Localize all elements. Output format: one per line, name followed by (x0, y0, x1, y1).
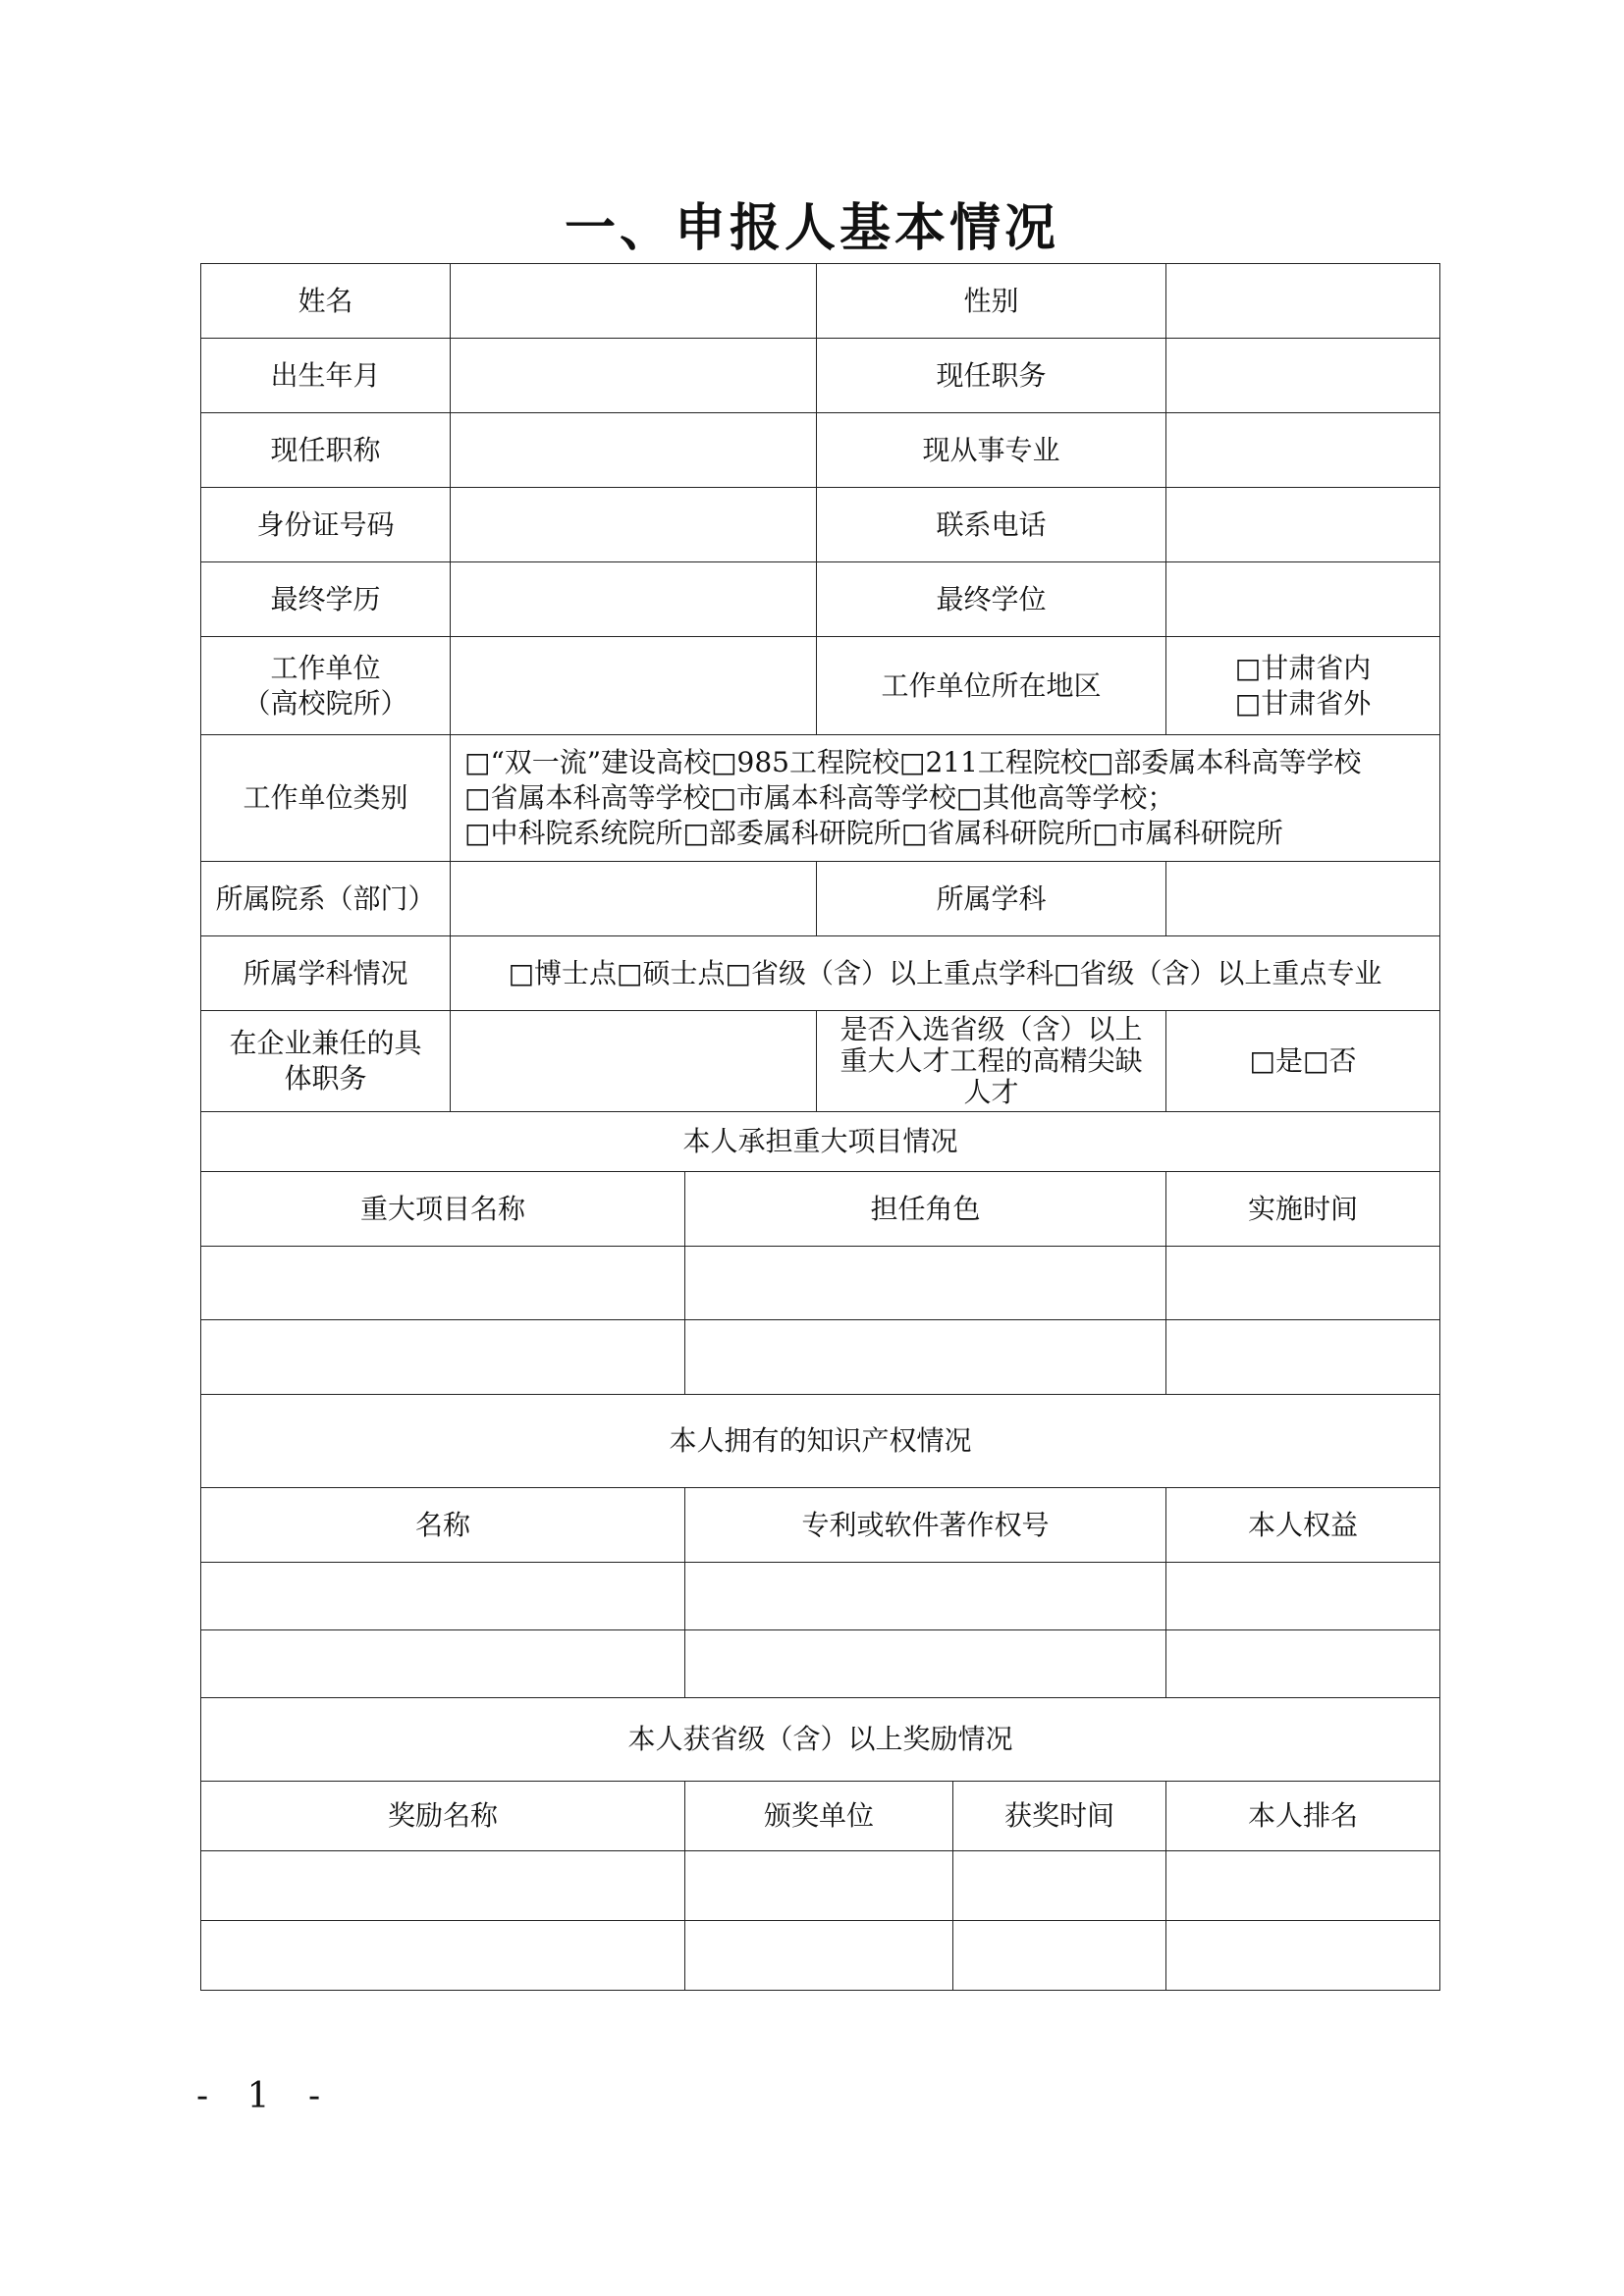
awards-row1-name[interactable] (200, 1850, 685, 1921)
discipline-status-options[interactable]: □博士点□硕士点□省级（含）以上重点学科□省级（含）以上重点专业 (450, 935, 1440, 1011)
awards-col-issuer: 颁奖单位 (684, 1781, 953, 1851)
unit-type-options-line1[interactable]: □“双一流”建设高校□985工程院校□211工程院校□部委属本科高等学校 (464, 746, 1362, 778)
label-department: 所属院系（部门） (200, 861, 451, 936)
ip-row1-name[interactable] (200, 1562, 685, 1630)
input-degree[interactable] (1165, 561, 1440, 637)
ip-col-number: 专利或软件著作权号 (684, 1487, 1166, 1563)
ip-row2-name[interactable] (200, 1629, 685, 1698)
awards-row1-issuer[interactable] (684, 1850, 953, 1921)
awards-col-time: 获奖时间 (952, 1781, 1166, 1851)
input-department[interactable] (450, 861, 817, 936)
label-talent-line2: 重大人才工程的高精尖缺 (839, 1044, 1143, 1077)
unit-type-options-line2[interactable]: □省属本科高等学校□市属本科高等学校□其他高等学校； (464, 781, 1175, 814)
label-work-unit-line1: 工作单位 (270, 651, 381, 684)
label-work-unit (200, 636, 451, 735)
ip-row2-number[interactable] (684, 1629, 1166, 1698)
checkbox-region-inside[interactable]: □甘肃省内 (1234, 651, 1372, 684)
awards-row2-time[interactable] (952, 1920, 1166, 1991)
awards-row2-issuer[interactable] (684, 1920, 953, 1991)
label-talent-line3: 人才 (963, 1076, 1019, 1108)
projects-row2-name[interactable] (200, 1319, 685, 1395)
label-phone: 联系电话 (816, 487, 1166, 562)
input-position[interactable] (1165, 338, 1440, 413)
projects-row2-role[interactable] (684, 1319, 1166, 1395)
input-gender[interactable] (1165, 263, 1440, 339)
talent-options[interactable]: □是□否 (1165, 1010, 1440, 1112)
label-talent-line1: 是否入选省级（含）以上 (839, 1013, 1143, 1045)
input-enterprise-position[interactable] (450, 1010, 817, 1112)
awards-header: 本人获省级（含）以上奖励情况 (200, 1697, 1440, 1782)
label-position: 现任职务 (816, 338, 1166, 413)
projects-row1-name[interactable] (200, 1246, 685, 1320)
checkbox-region-outside[interactable]: □甘肃省外 (1234, 686, 1372, 720)
input-phone[interactable] (1165, 487, 1440, 562)
label-gender: 性别 (816, 263, 1166, 339)
input-birth[interactable] (450, 338, 817, 413)
ip-row2-rights[interactable] (1165, 1629, 1440, 1698)
label-discipline: 所属学科 (816, 861, 1166, 936)
ip-col-name: 名称 (200, 1487, 685, 1563)
input-id-number[interactable] (450, 487, 817, 562)
ip-row1-rights[interactable] (1165, 1562, 1440, 1630)
projects-col-role: 担任角色 (684, 1171, 1166, 1247)
region-options (1165, 636, 1440, 735)
input-discipline[interactable] (1165, 861, 1440, 936)
label-birth: 出生年月 (200, 338, 451, 413)
label-prof-title: 现任职称 (200, 412, 451, 488)
page-number: - 1 - (196, 2076, 335, 2116)
input-major[interactable] (1165, 412, 1440, 488)
label-enterprise-line1: 在企业兼任的具 (229, 1027, 422, 1059)
awards-row1-rank[interactable] (1165, 1850, 1440, 1921)
projects-col-time: 实施时间 (1165, 1171, 1440, 1247)
label-id-number: 身份证号码 (200, 487, 451, 562)
label-degree: 最终学位 (816, 561, 1166, 637)
page-title: 一、申报人基本情况 (564, 199, 1059, 258)
label-major: 现从事专业 (816, 412, 1166, 488)
projects-col-name: 重大项目名称 (200, 1171, 685, 1247)
label-discipline-status: 所属学科情况 (200, 935, 451, 1011)
label-education: 最终学历 (200, 561, 451, 637)
awards-col-name: 奖励名称 (200, 1781, 685, 1851)
projects-row1-time[interactable] (1165, 1246, 1440, 1320)
projects-row1-role[interactable] (684, 1246, 1166, 1320)
awards-row1-time[interactable] (952, 1850, 1166, 1921)
projects-row2-time[interactable] (1165, 1319, 1440, 1395)
awards-row2-rank[interactable] (1165, 1920, 1440, 1991)
label-talent (816, 1010, 1166, 1112)
ip-header: 本人拥有的知识产权情况 (200, 1394, 1440, 1488)
ip-row1-number[interactable] (684, 1562, 1166, 1630)
label-work-unit-line2: （高校院所） (243, 686, 408, 720)
label-enterprise-line2: 体职务 (284, 1062, 367, 1095)
ip-col-rights: 本人权益 (1165, 1487, 1440, 1563)
label-name: 姓名 (200, 263, 451, 339)
unit-type-options (450, 734, 1440, 862)
label-region: 工作单位所在地区 (816, 636, 1166, 735)
input-education[interactable] (450, 561, 817, 637)
projects-header: 本人承担重大项目情况 (200, 1111, 1440, 1172)
label-unit-type: 工作单位类别 (200, 734, 451, 862)
input-prof-title[interactable] (450, 412, 817, 488)
input-work-unit[interactable] (450, 636, 817, 735)
label-enterprise-position (200, 1010, 451, 1112)
awards-col-rank: 本人排名 (1165, 1781, 1440, 1851)
unit-type-options-line3[interactable]: □中科院系统院所□部委属科研院所□省属科研院所□市属科研院所 (464, 817, 1283, 849)
awards-row2-name[interactable] (200, 1920, 685, 1991)
input-name[interactable] (450, 263, 817, 339)
